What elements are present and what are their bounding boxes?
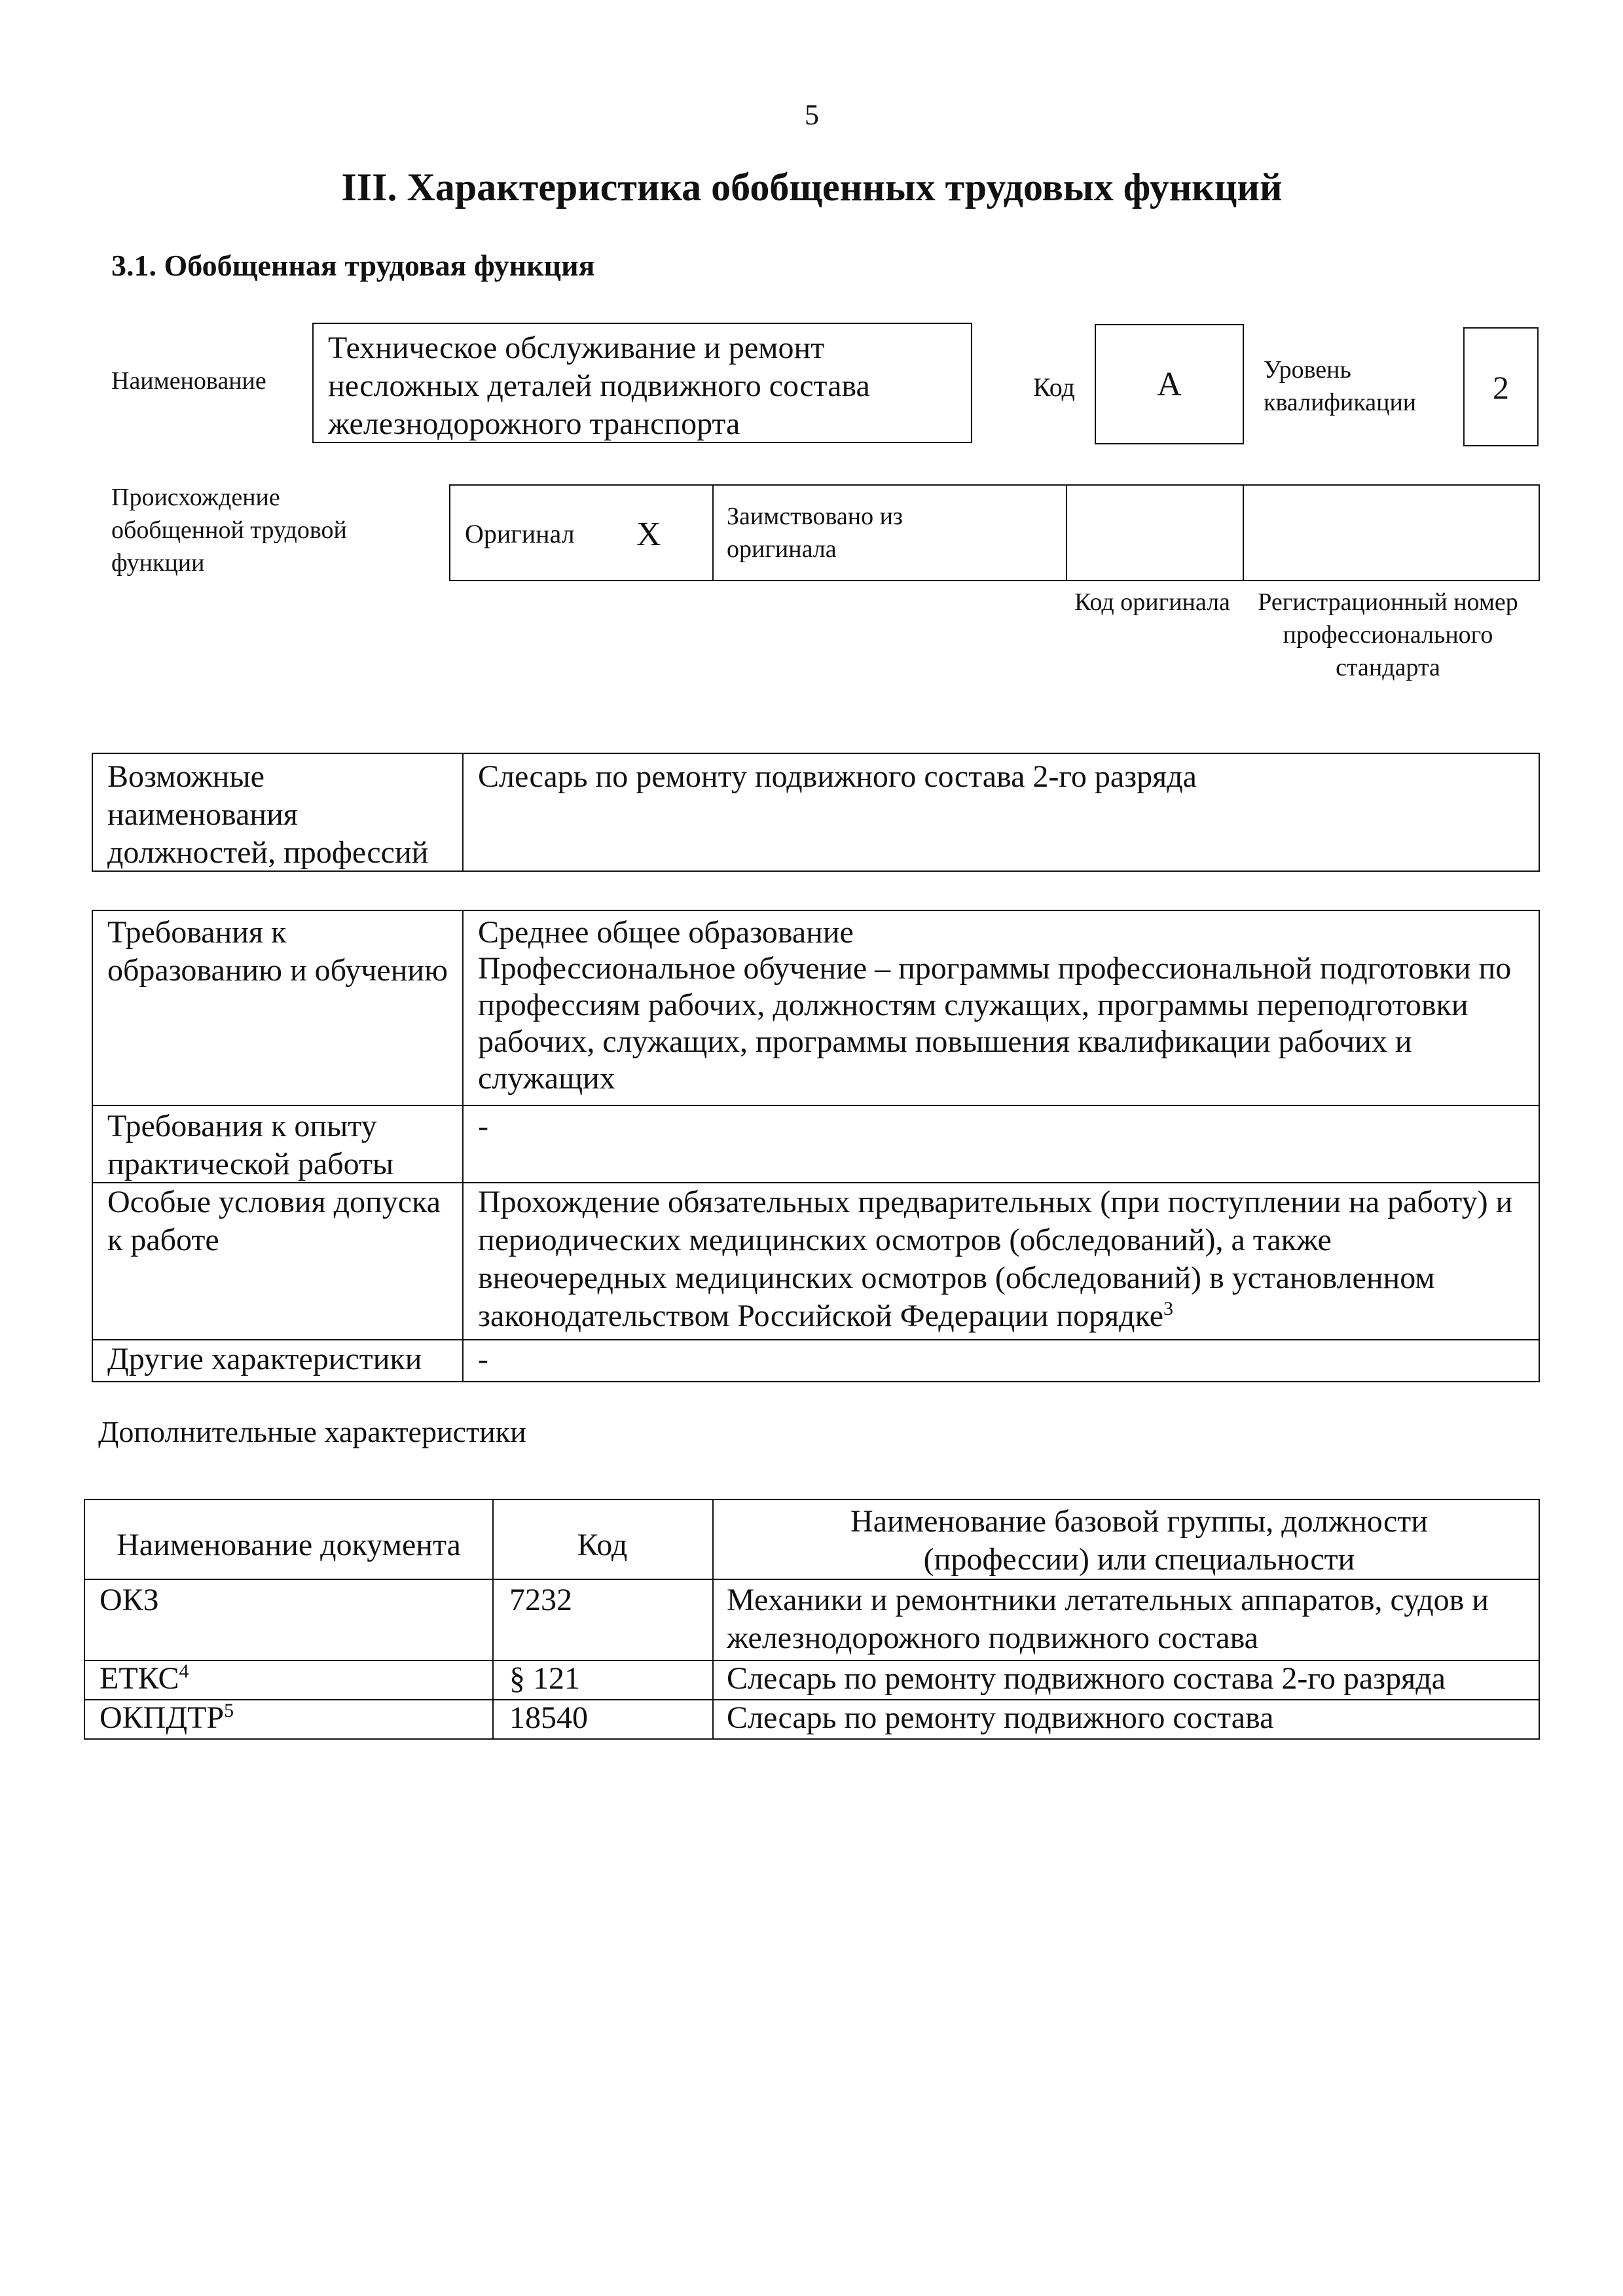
original-mark: X [636, 516, 661, 553]
conditions-value [478, 1183, 1525, 1335]
code-box [1095, 324, 1244, 444]
level-label: Уровень квалификации [1264, 356, 1417, 416]
level-value: 2 [1493, 369, 1509, 406]
origin-table [449, 484, 1540, 581]
footnote-4: 4 [179, 1660, 189, 1682]
other-value: - [478, 1342, 488, 1376]
table-row-okpdtr-code: 18540 [509, 1700, 588, 1735]
education-value-2: Профессиональное обучение – программы профессиональной подготовки по профессиям рабочих, должностям служащих, программы переподготовки рабочих, служащих, программы повышения квалификации рабочих и служащих [478, 951, 1512, 1096]
section-title: III. Характеристика обобщенных трудовых функций [341, 166, 1283, 209]
code-original-caption: Код оригинала [1074, 588, 1230, 616]
table-row-okz-doc: ОКЗ [100, 1583, 159, 1617]
borrowed-label: Заимствовано из оригинала [727, 503, 903, 563]
code-label: Код [1033, 372, 1075, 402]
okpdtr-label: ОКПДТР [100, 1700, 225, 1735]
reg-number-caption: Регистрационный номер профессионального стандарта [1258, 588, 1518, 681]
header-code: Код [577, 1528, 628, 1562]
name-value: Техническое обслуживание и ремонт несложных деталей подвижного состава железнодорожного транспорта [328, 331, 870, 441]
subsection-title: 3.1. Обобщенная трудовая функция [111, 249, 595, 282]
positions-value: Слесарь по ремонту подвижного состава 2-го разряда [478, 759, 1197, 794]
footnote-3: 3 [1163, 1298, 1173, 1319]
footnote-5: 5 [224, 1700, 234, 1721]
level-box [1463, 327, 1539, 446]
origin-label: Происхождение обобщенной трудовой функции [111, 484, 347, 577]
page-number: 5 [805, 99, 819, 131]
positions-label: Возможные наименования должностей, профессий [107, 759, 429, 870]
education-label: Требования к образованию и обучению [107, 915, 448, 988]
requirements-table [92, 910, 1540, 1382]
code-value: А [1157, 366, 1182, 403]
conditions-text: Прохождение обязательных предварительных (при поступлении на работу) и периодических медицинских осмотров (обследований), а также внеочередных медицинских осмотров (обследований) в установленном законодательством Российской Федерации порядке [478, 1185, 1513, 1333]
education-value-1: Среднее общее образование [478, 915, 854, 950]
header-doc: Наименование документа [117, 1528, 461, 1562]
experience-value: - [478, 1109, 488, 1143]
table-row-etks-name: Слесарь по ремонту подвижного состава 2-го разряда [727, 1661, 1446, 1696]
original-label: Оригинал [465, 519, 575, 548]
table-row-etks-doc [100, 1660, 479, 1698]
additional-title: Дополнительные характеристики [98, 1415, 526, 1448]
header-name: Наименование базовой группы, должности (профессии) или специальности [850, 1504, 1428, 1577]
positions-table [92, 753, 1540, 872]
table-row-okpdtr-doc [100, 1699, 479, 1737]
additional-table [84, 1499, 1540, 1740]
name-box [312, 323, 972, 443]
table-row-etks-code: § 121 [509, 1661, 580, 1696]
other-label: Другие характеристики [107, 1342, 422, 1376]
table-row-okz-name: Механики и ремонтники летательных аппаратов, судов и железнодорожного подвижного состава [727, 1583, 1489, 1655]
table-row-okpdtr-name: Слесарь по ремонту подвижного состава [727, 1700, 1274, 1735]
name-label: Наименование [111, 367, 266, 395]
conditions-label: Особые условия допуска к работе [107, 1185, 441, 1257]
etks-label: ЕТКС [100, 1661, 179, 1696]
experience-label: Требования к опыту практической работы [107, 1109, 394, 1181]
table-row-okz-code: 7232 [509, 1583, 572, 1617]
